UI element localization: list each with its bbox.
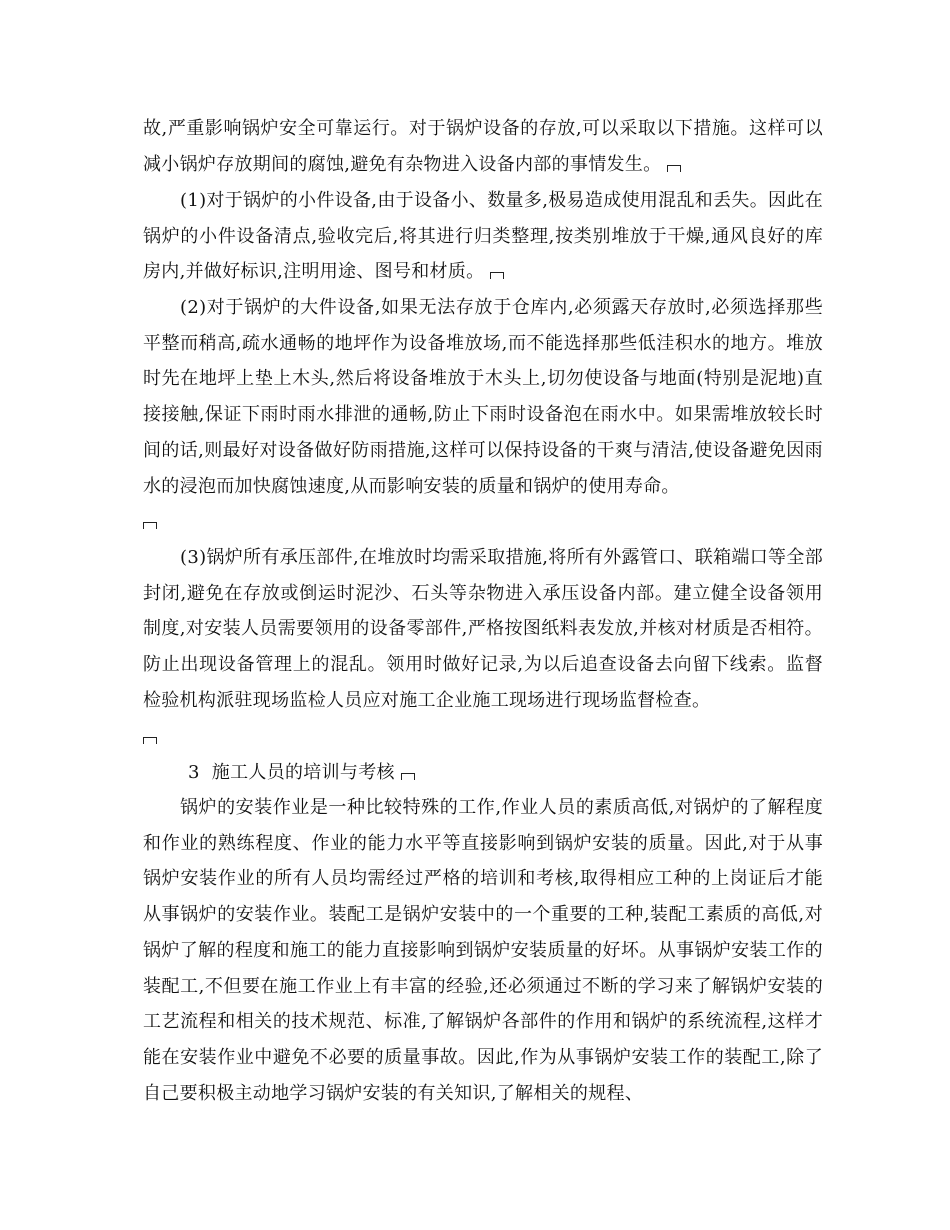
paragraph-mark-icon <box>143 522 157 529</box>
paragraph-text: 锅炉的安装作业是一种比较特殊的工作,作业人员的素质高低,对锅炉的了解程度和作业的熟练程度、作业的能力水平等直接影响到锅炉安装的质量。因此,对于从事锅炉安装作业的所有人员均需经过严格的培训和考核,取得相应工种的上岗证后才能从事锅炉的安装作业。装配工是锅炉安装中的一个重要的工种,装配工素质的高低,对锅炉了解的程度和施工的能力直接影响到锅炉安装质量的好坏。从事锅炉安装工作的装配工,不但要在施工作业上有丰富的经验,还必须通过不断的学习来了解锅炉安装的工艺流程和相关的技术规范、标准,了解锅炉各部件的作用和锅炉的系统流程,这样才能在安装作业中避免不必要的质量事故。因此,作为从事锅炉安装工作的装配工,除了自己要积极主动地学习锅炉安装的有关知识,了解相关的规程、 <box>143 797 823 1104</box>
paragraph-storage-intro <box>143 111 823 182</box>
section-heading-text: 3 施工人员的培训与考核 <box>188 762 395 783</box>
paragraph-small-equipment <box>143 183 823 290</box>
paragraph-large-equipment <box>143 290 823 540</box>
paragraph-mark-icon <box>143 737 157 744</box>
paragraph-pressure-parts <box>143 540 823 754</box>
paragraph-mark-icon <box>401 773 415 780</box>
paragraph-text: (3)锅炉所有承压部件,在堆放时均需采取措施,将所有外露管口、联箱端口等全部封闭,避免在存放或倒运时泥沙、石头等杂物进入承压设备内部。建立健全设备领用制度,对安装人员需要领用的设备零部件,严格按图纸料表发放,并核对材质是否相符。防止出现设备管理上的混乱。领用时做好记录,为以后追查设备去向留下线索。监督检验机构派驻现场监检人员应对施工企业施工现场进行现场监督检查。 <box>143 547 823 711</box>
paragraph-mark-icon <box>490 272 504 279</box>
paragraph-text: 故,严重影响锅炉安全可靠运行。对于锅炉设备的存放,可以采取以下措施。这样可以减小锅炉存放期间的腐蚀,避免有杂物进入设备内部的事情发生。 <box>143 118 823 175</box>
paragraph-mark-icon <box>667 165 681 172</box>
paragraph-text: (2)对于锅炉的大件设备,如果无法存放于仓库内,必须露天存放时,必须选择那些平整而稍高,疏水通畅的地坪作为设备堆放场,而不能选择那些低洼积水的地方。堆放时先在地坪上垫上木头,然后将设备堆放于木头上,切勿使设备与地面(特别是泥地)直接接触,保证下雨时雨水排泄的通畅,防止下雨时设备泡在雨水中。如果需堆放较长时间的话,则最好对设备做好防雨措施,这样可以保持设备的干爽与清洁,使设备避免因雨水的浸泡而加快腐蚀速度,从而影响安装的质量和锅炉的使用寿命。 <box>143 297 823 497</box>
paragraph-text: (1)对于锅炉的小件设备,由于设备小、数量多,极易造成使用混乱和丢失。因此在锅炉的小件设备清点,验收完后,将其进行归类整理,按类别堆放于干燥,通风良好的库房内,并做好标识,注明用途、图号和材质。 <box>143 190 823 283</box>
paragraph-training <box>143 790 823 1111</box>
section-heading <box>188 755 868 791</box>
